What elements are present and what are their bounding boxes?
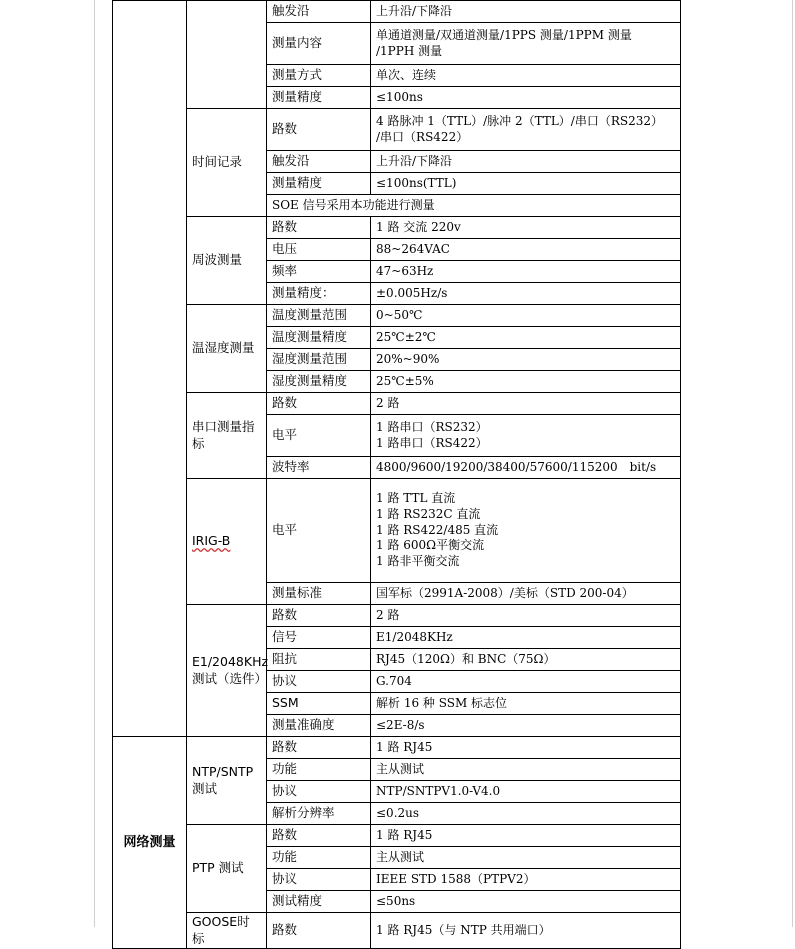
value-cell (371, 737, 681, 759)
table-row (113, 305, 681, 327)
value-line: 国军标（2991A-2008）/美标（STD 200-04） (376, 585, 634, 600)
table-row (113, 393, 681, 415)
value-line: 20%~90% (376, 351, 440, 366)
value-cell (371, 65, 681, 87)
table-row (113, 913, 681, 949)
group-name-cell (187, 737, 267, 825)
param-cell: 电平 (267, 415, 371, 457)
param-cell: 协议 (267, 869, 371, 891)
param-cell: 波特率 (267, 457, 371, 479)
param-cell: 路数 (267, 825, 371, 847)
group-name-cell (187, 479, 267, 605)
value-line: ≤50ns (376, 893, 416, 908)
param-cell: 协议 (267, 671, 371, 693)
param-cell: 功能 (267, 847, 371, 869)
group-name-cell (187, 217, 267, 305)
group-name-cell (187, 825, 267, 913)
param-cell: 测量准确度 (267, 715, 371, 737)
param-cell: 测量方式 (267, 65, 371, 87)
value-cell (371, 457, 681, 479)
value-cell (371, 87, 681, 109)
value-cell (371, 371, 681, 393)
category-cell (113, 1, 187, 737)
value-line: 1 路 RJ45（与 NTP 共用端口） (376, 922, 551, 937)
value-line: 88~264VAC (376, 241, 450, 256)
value-line: G.704 (376, 673, 412, 688)
value-cell (371, 605, 681, 627)
value-line: 1 路串口（RS422） (376, 435, 488, 450)
group-name-cell (187, 393, 267, 479)
value-cell (371, 283, 681, 305)
value-cell (371, 349, 681, 371)
param-cell: 触发沿 (267, 1, 371, 23)
value-line: 1 路 TTL 直流 (376, 490, 456, 505)
param-cell: 路数 (267, 913, 371, 949)
group-name-cell (187, 913, 267, 949)
group-name: 周波测量 (192, 252, 243, 268)
value-line: 1 路串口（RS232） (376, 419, 488, 434)
param-cell: 功能 (267, 759, 371, 781)
param-cell: 温度测量精度 (267, 327, 371, 349)
value-line: 主从测试 (376, 849, 425, 864)
value-line: ≤0.2us (376, 805, 420, 820)
value-cell (371, 109, 681, 151)
value-cell (371, 151, 681, 173)
value-line: 2 路 (376, 395, 400, 410)
param-cell: 湿度测量范围 (267, 349, 371, 371)
value-line: 1 路非平衡交流 (376, 554, 460, 569)
value-cell (371, 649, 681, 671)
value-line: 25℃±2℃ (376, 329, 436, 344)
value-cell (371, 415, 681, 457)
param-cell: 信号 (267, 627, 371, 649)
value-line: 25℃±5% (376, 373, 434, 388)
param-cell: 路数 (267, 737, 371, 759)
value-line: 47~63Hz (376, 263, 434, 278)
group-name-cell (187, 1, 267, 109)
value-cell (371, 239, 681, 261)
value-line: ≤2E-8/s (376, 717, 425, 732)
value-cell (371, 803, 681, 825)
value-cell (371, 583, 681, 605)
value-line: 1 路 交流 220v (376, 219, 461, 234)
value-cell (371, 693, 681, 715)
value-line: 1 路 RJ45 (376, 739, 433, 754)
value-cell (371, 393, 681, 415)
page-margin-left (94, 0, 95, 927)
value-line: 主从测试 (376, 761, 425, 776)
value-line: ≤100ns (376, 89, 423, 104)
value-line: 0~50℃ (376, 307, 423, 322)
spec-table (112, 0, 681, 949)
param-cell: 路数 (267, 393, 371, 415)
param-cell: 电平 (267, 479, 371, 583)
table-row (113, 217, 681, 239)
value-cell (371, 825, 681, 847)
param-cell: 路数 (267, 217, 371, 239)
value-line: 4 路脉冲 1（TTL）/脉冲 2（TTL）/串口（RS232） (376, 113, 663, 128)
param-cell: 解析分辨率 (267, 803, 371, 825)
param-cell: 测量内容 (267, 23, 371, 65)
group-name: GOOSE时标 (192, 914, 250, 946)
param-cell: 路数 (267, 605, 371, 627)
param-cell: 湿度测量精度 (267, 371, 371, 393)
note-cell: SOE 信号采用本功能进行测量 (267, 195, 681, 217)
group-name: 时间记录 (192, 154, 243, 170)
value-cell (371, 759, 681, 781)
group-name: IRIG-B (192, 533, 231, 549)
value-line: 解析 16 种 SSM 标志位 (376, 695, 508, 710)
value-line: ≤100ns(TTL) (376, 175, 457, 190)
value-cell (371, 847, 681, 869)
param-cell: 测量精度： (267, 283, 371, 305)
group-name-cell (187, 605, 267, 737)
param-cell: 温度测量范围 (267, 305, 371, 327)
value-cell (371, 671, 681, 693)
table-row (113, 825, 681, 847)
value-line: 上升沿/下降沿 (376, 153, 453, 168)
param-cell: 电压 (267, 239, 371, 261)
value-line: ±0.005Hz/s (376, 285, 448, 300)
value-cell (371, 869, 681, 891)
value-line: 4800/9600/19200/38400/57600/115200 bit/s (376, 459, 657, 474)
value-line: RJ45（120Ω）和 BNC（75Ω） (376, 651, 556, 666)
value-cell (371, 715, 681, 737)
param-cell: 测试精度 (267, 891, 371, 913)
group-name-cell (187, 305, 267, 393)
value-line: /1PPH 测量 (376, 43, 443, 58)
value-line: 1 路 RJ45 (376, 827, 433, 842)
value-cell (371, 627, 681, 649)
value-line: 单次、连续 (376, 67, 437, 82)
param-cell: 阻抗 (267, 649, 371, 671)
group-name: E1/2048KHz 测试（选件） (192, 654, 269, 686)
value-cell (371, 479, 681, 583)
param-cell: 测量精度 (267, 173, 371, 195)
param-cell: 频率 (267, 261, 371, 283)
value-cell (371, 217, 681, 239)
table-row (113, 479, 681, 583)
spec-table-body (113, 1, 681, 949)
value-line: NTP/SNTPV1.0-V4.0 (376, 783, 501, 798)
table-row (113, 605, 681, 627)
value-cell (371, 781, 681, 803)
value-cell (371, 173, 681, 195)
table-row (113, 737, 681, 759)
param-cell: 测量标准 (267, 583, 371, 605)
value-cell (371, 23, 681, 65)
value-line: E1/2048KHz (376, 629, 453, 644)
group-name: 串口测量指标 (192, 419, 255, 451)
table-row (113, 1, 681, 23)
param-cell: SSM (267, 693, 371, 715)
value-cell (371, 913, 681, 949)
value-line: 2 路 (376, 607, 400, 622)
value-line: IEEE STD 1588（PTPV2） (376, 871, 536, 886)
value-line: 1 路 RS422/485 直流 (376, 522, 499, 537)
param-cell: 触发沿 (267, 151, 371, 173)
value-line: 上升沿/下降沿 (376, 3, 453, 18)
value-cell (371, 261, 681, 283)
value-cell (371, 1, 681, 23)
value-line: /串口（RS422） (376, 129, 469, 144)
page-margin-right (792, 0, 793, 927)
group-name-cell (187, 109, 267, 217)
value-line: 单通道测量/双通道测量/1PPS 测量/1PPM 测量 (376, 27, 632, 42)
table-row (113, 109, 681, 151)
group-name: NTP/SNTP测试 (192, 764, 254, 796)
value-cell (371, 305, 681, 327)
value-line: 1 路 RS232C 直流 (376, 506, 481, 521)
param-cell: 路数 (267, 109, 371, 151)
category-cell: 网络测量 (113, 737, 187, 949)
param-cell: 测量精度 (267, 87, 371, 109)
value-line: 1 路 600Ω平衡交流 (376, 538, 485, 553)
value-cell (371, 891, 681, 913)
group-name: 温湿度测量 (192, 340, 255, 356)
param-cell: 协议 (267, 781, 371, 803)
group-name: PTP 测试 (192, 860, 244, 876)
value-cell (371, 327, 681, 349)
